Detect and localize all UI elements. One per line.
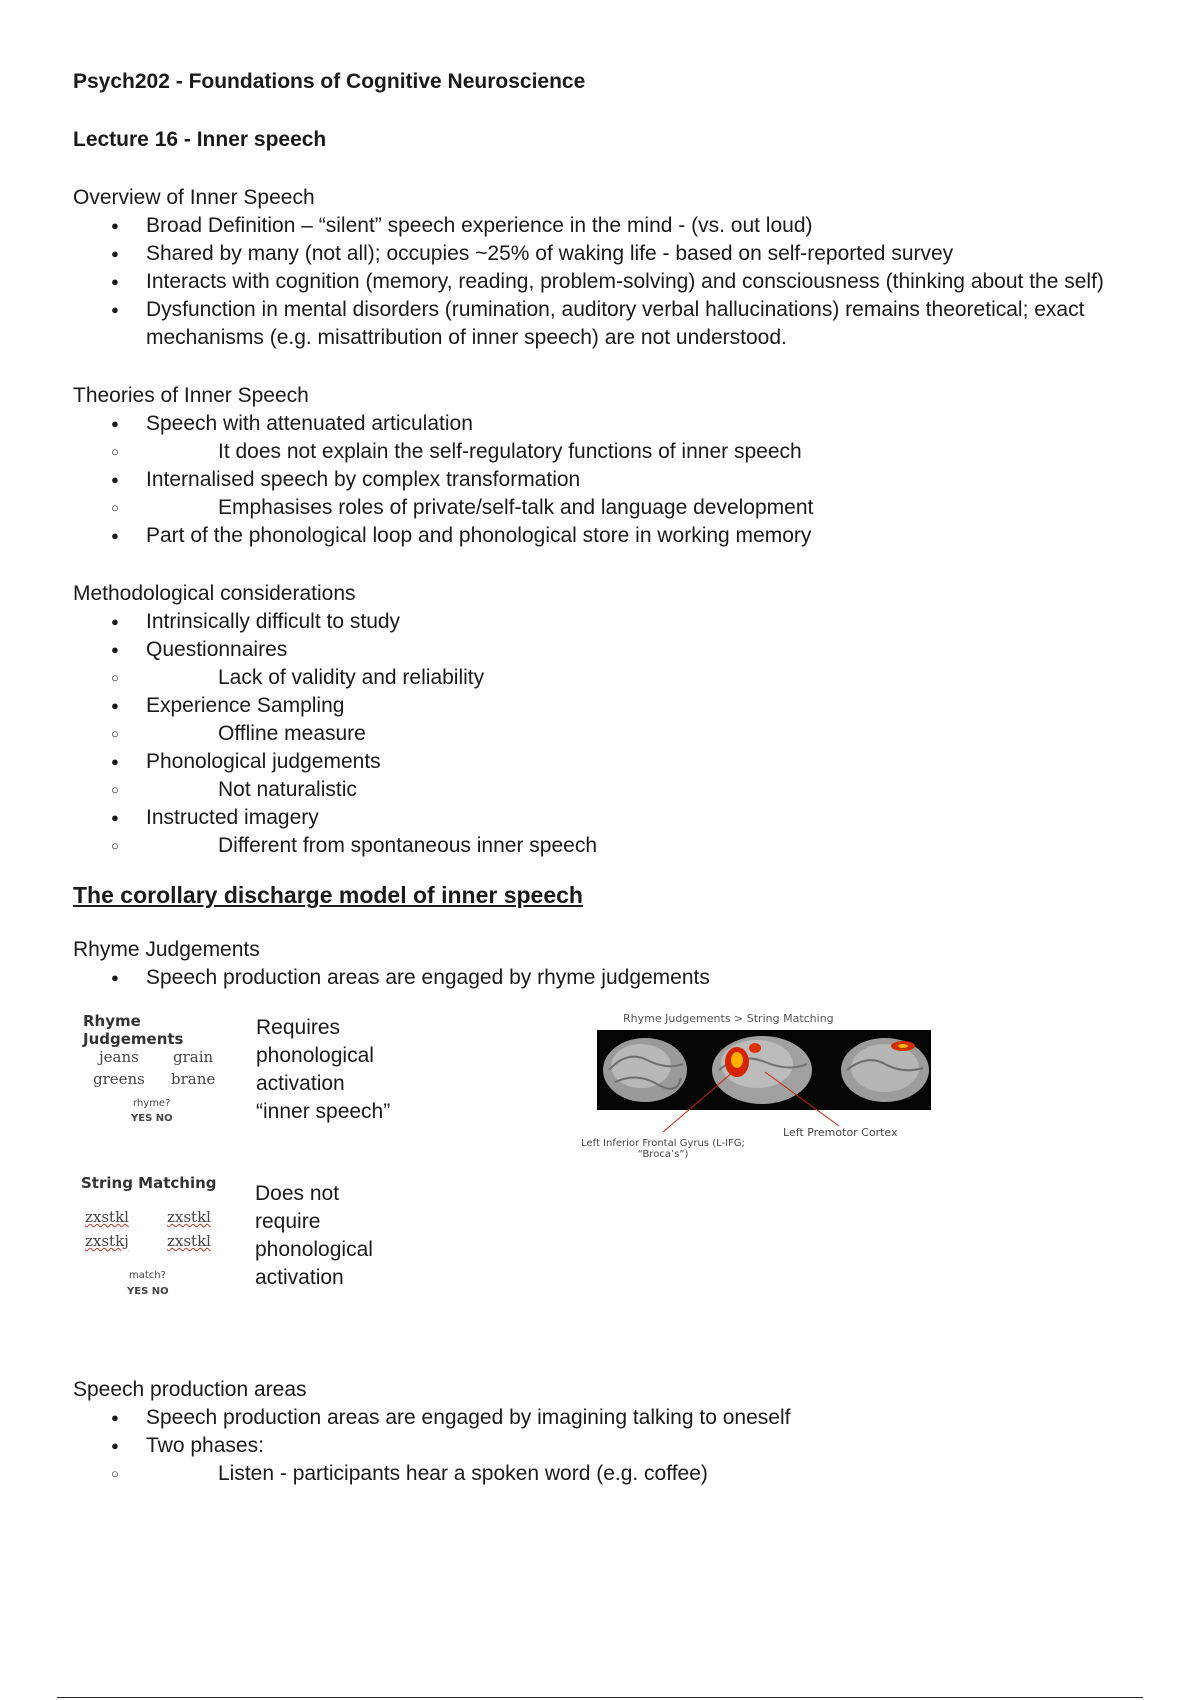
list-item: ● Speech production areas are engaged by imagining talking to oneself bbox=[73, 1404, 1133, 1432]
list-item: ● Two phases: ○ Listen - participants hear a spoken word (e.g. coffee) bbox=[73, 1432, 1133, 1488]
sub-list-item: ○ Emphasises roles of private/self-talk and language development bbox=[73, 494, 1133, 522]
list-item: ● Interacts with cognition (memory, reading, problem-solving) and consciousness (thinking about the self) bbox=[73, 268, 1133, 296]
label-left-ifg: Left Inferior Frontal Gyrus (L-IFG; “Broca’s”) bbox=[581, 1138, 745, 1160]
yes-no-label: YES NO bbox=[127, 1286, 169, 1297]
list-item: ● Intrinsically difficult to study bbox=[73, 608, 1133, 636]
string-panel-title: String Matching bbox=[81, 1174, 217, 1192]
list-item: ● Questionnaires ○ Lack of validity and reliability bbox=[73, 636, 1133, 692]
rhyme-list bbox=[73, 964, 1133, 992]
section-theories-title: Theories of Inner Speech bbox=[73, 384, 309, 407]
stimulus-word: jeans bbox=[99, 1048, 139, 1066]
sub-list-item: ○ Lack of validity and reliability bbox=[73, 664, 1133, 692]
rhyme-panel-title: Rhyme Judgements bbox=[83, 1012, 184, 1048]
course-title: Psych202 - Foundations of Cognitive Neuroscience bbox=[73, 70, 586, 93]
list-item: ● Dysfunction in mental disorders (rumination, auditory verbal hallucinations) remains theoretical; exact mechanisms (e.g. misattribution of inner speech) are not understood. bbox=[73, 296, 1133, 352]
methods-list bbox=[73, 608, 1133, 860]
stimulus-string: zxstkl bbox=[167, 1208, 211, 1226]
string-caption: Does not require phonological activation bbox=[255, 1182, 373, 1289]
stimulus-word: grain bbox=[173, 1048, 214, 1066]
lecture-title: Lecture 16 - Inner speech bbox=[73, 128, 327, 151]
stimulus-word: brane bbox=[171, 1070, 216, 1088]
list-item: ● Speech with attenuated articulation ○ It does not explain the self-regulatory functions of inner speech bbox=[73, 410, 1133, 466]
sub-list-item: ○ Not naturalistic bbox=[73, 776, 1133, 804]
label-left-premotor: Left Premotor Cortex bbox=[783, 1126, 898, 1139]
list-item: ● Phonological judgements ○ Not naturalistic bbox=[73, 748, 1133, 804]
page-bottom-rule bbox=[57, 1697, 1143, 1698]
stimulus-word: greens bbox=[93, 1070, 145, 1088]
stimulus-string: zxstkl bbox=[85, 1208, 129, 1226]
sub-list-item: ○ Offline measure bbox=[73, 720, 1133, 748]
list-item: ● Experience Sampling ○ Offline measure bbox=[73, 692, 1133, 748]
stimulus-string: zxstkj bbox=[85, 1232, 129, 1250]
sub-list-item: ○ Listen - participants hear a spoken word (e.g. coffee) bbox=[73, 1460, 1133, 1488]
rhyme-panel-figure bbox=[83, 1012, 243, 1137]
model-heading: The corollary discharge model of inner speech bbox=[73, 882, 583, 908]
list-item: ● Instructed imagery ○ Different from spontaneous inner speech bbox=[73, 804, 1133, 860]
question-label: rhyme? bbox=[133, 1098, 171, 1109]
section-methods-title: Methodological considerations bbox=[73, 582, 356, 605]
rhyme-caption: Requires phonological activation “inner speech” bbox=[256, 1016, 391, 1123]
theories-list bbox=[73, 410, 1133, 550]
stimulus-string: zxstkl bbox=[167, 1232, 211, 1250]
list-item: ● Internalised speech by complex transformation ○ Emphasises roles of private/self-talk and language development bbox=[73, 466, 1133, 522]
document-page bbox=[73, 68, 1133, 1518]
question-label: match? bbox=[129, 1270, 166, 1281]
section-overview-title: Overview of Inner Speech bbox=[73, 186, 315, 209]
brain-figure-title: Rhyme Judgements > String Matching bbox=[623, 1012, 834, 1025]
list-item: ● Speech production areas are engaged by rhyme judgements bbox=[73, 964, 1133, 992]
brain-figure bbox=[583, 1012, 943, 1182]
section-production-title: Speech production areas bbox=[73, 1378, 307, 1401]
sub-list-item: ○ Different from spontaneous inner speech bbox=[73, 832, 1133, 860]
list-item: ● Part of the phonological loop and phonological store in working memory bbox=[73, 522, 1133, 550]
section-rhyme-title: Rhyme Judgements bbox=[73, 938, 260, 961]
list-item: ● Shared by many (not all); occupies ~25% of waking life - based on self-reported survey bbox=[73, 240, 1133, 268]
yes-no-label: YES NO bbox=[131, 1113, 173, 1124]
sub-list-item: ○ It does not explain the self-regulatory functions of inner speech bbox=[73, 438, 1133, 466]
figure-area bbox=[73, 1002, 1133, 1372]
overview-list bbox=[73, 212, 1133, 352]
production-list bbox=[73, 1404, 1133, 1488]
string-panel-figure bbox=[81, 1174, 241, 1314]
list-item: ● Broad Definition – “silent” speech experience in the mind - (vs. out loud) bbox=[73, 212, 1133, 240]
